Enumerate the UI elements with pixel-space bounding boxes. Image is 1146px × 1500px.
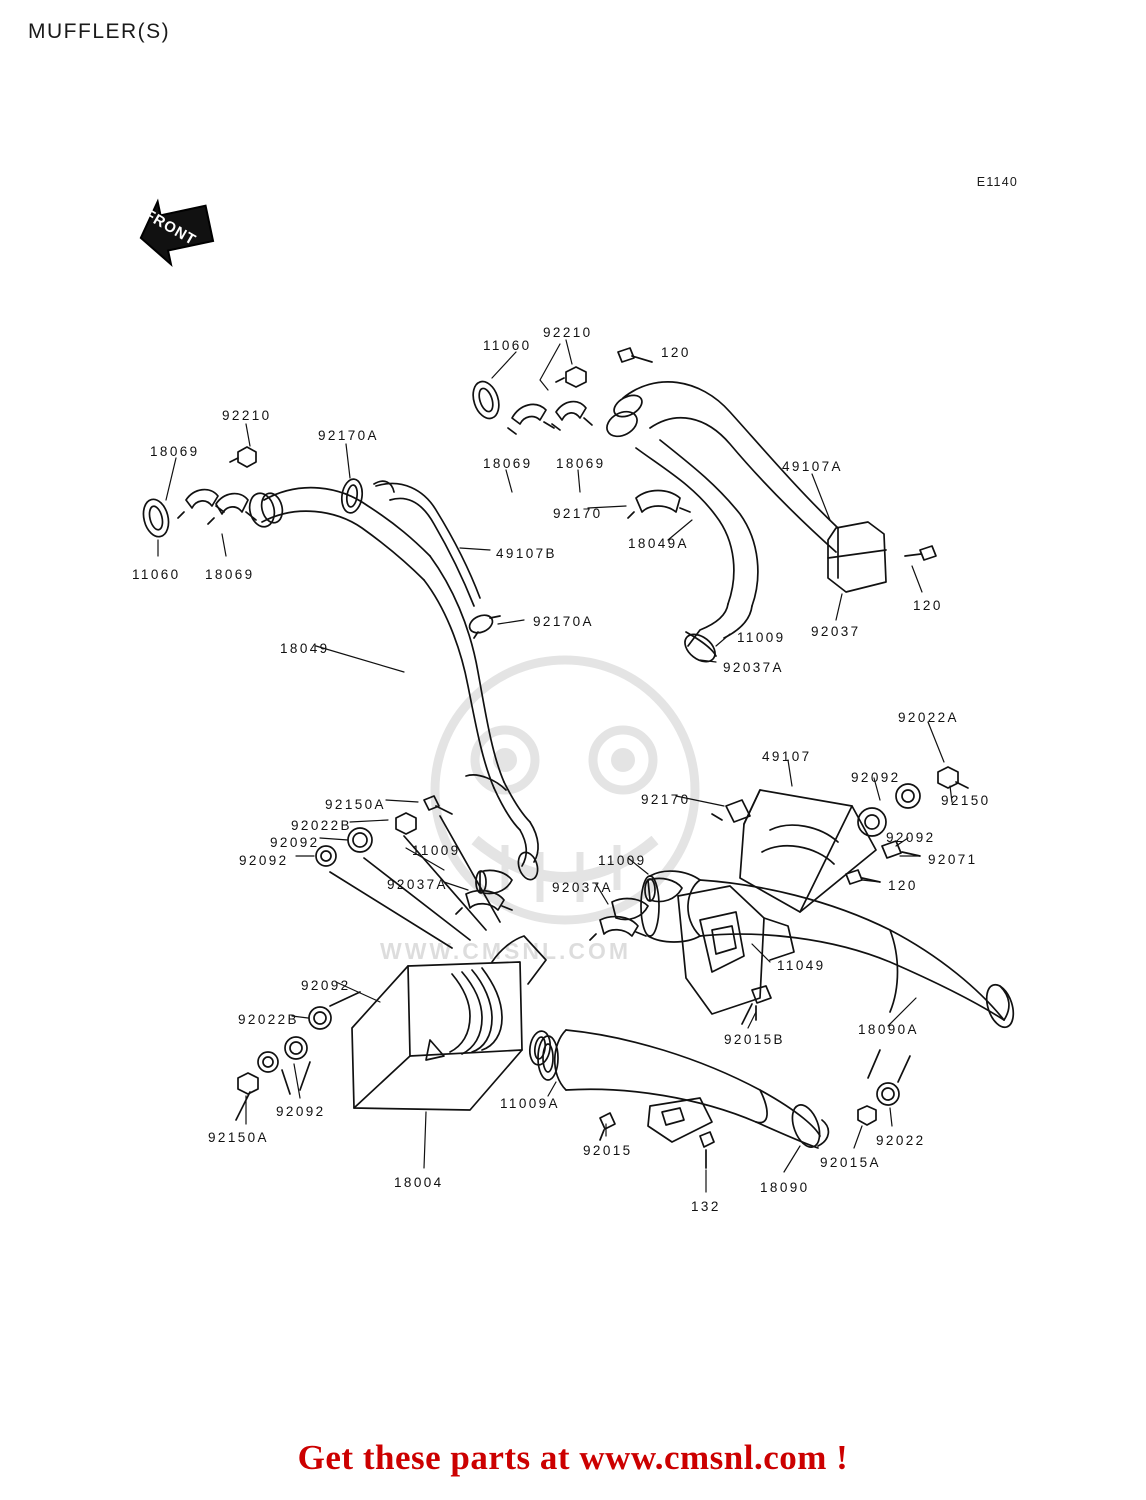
part-label: 49107A: [782, 459, 843, 474]
part-label: 11060: [483, 338, 532, 353]
part-label: 120: [661, 345, 691, 360]
part-label: 18069: [150, 444, 200, 459]
part-label: 92022: [876, 1133, 926, 1148]
part-label: 92015: [583, 1143, 633, 1158]
front-label: FRONT: [141, 206, 200, 250]
part-label: 18090: [760, 1180, 810, 1195]
diagram-code: E1140: [976, 175, 1018, 189]
part-label: 92150: [941, 793, 991, 808]
part-label: 92170A: [533, 614, 594, 629]
part-label: 18090A: [858, 1022, 919, 1037]
part-label: 92022B: [291, 818, 352, 833]
part-label: 18069: [483, 456, 533, 471]
part-label: 92037A: [387, 877, 448, 892]
footer-promo-text[interactable]: Get these parts at www.cmsnl.com !: [297, 1438, 849, 1477]
part-label: 92037A: [723, 660, 784, 675]
part-label: 18004: [394, 1175, 444, 1190]
part-label: 92092: [270, 835, 320, 850]
part-label: 18049A: [628, 536, 689, 551]
part-label: 92150A: [208, 1130, 269, 1145]
part-label: 92092: [886, 830, 936, 845]
part-label: 92092: [851, 770, 901, 785]
part-label: 92210: [222, 408, 272, 423]
part-label: 120: [888, 878, 918, 893]
part-label: 92015A: [820, 1155, 881, 1170]
part-label: 92170: [553, 506, 603, 521]
part-label: 18069: [205, 567, 255, 582]
part-label: 92015B: [724, 1032, 785, 1047]
part-label: 132: [691, 1199, 721, 1214]
part-label: 49107B: [496, 546, 557, 561]
part-label: 92022B: [238, 1012, 299, 1027]
part-label: 11009: [737, 630, 786, 645]
part-label: 92170A: [318, 428, 379, 443]
part-label: 18069: [556, 456, 606, 471]
part-label: 11060: [132, 567, 181, 582]
part-label: 92092: [276, 1104, 326, 1119]
part-label: 18049: [280, 641, 330, 656]
part-label: 11009A: [500, 1096, 560, 1111]
part-label: 92037A: [552, 880, 613, 895]
part-label: 92022A: [898, 710, 959, 725]
part-label: 92210: [543, 325, 593, 340]
part-label: 92071: [928, 852, 978, 867]
part-label: 120: [913, 598, 943, 613]
part-label: 11009: [412, 843, 461, 858]
page-title: MUFFLER(S): [28, 20, 171, 43]
part-label: 92092: [239, 853, 289, 868]
part-label: 92037: [811, 624, 861, 639]
part-label: 11049: [777, 958, 826, 973]
part-label: 92150A: [325, 797, 386, 812]
part-label: 11009: [598, 853, 647, 868]
part-label: 92170: [641, 792, 691, 807]
part-label: 49107: [762, 749, 812, 764]
watermark-text: WWW.CMSNL.COM: [380, 938, 632, 964]
part-label: 92092: [301, 978, 351, 993]
